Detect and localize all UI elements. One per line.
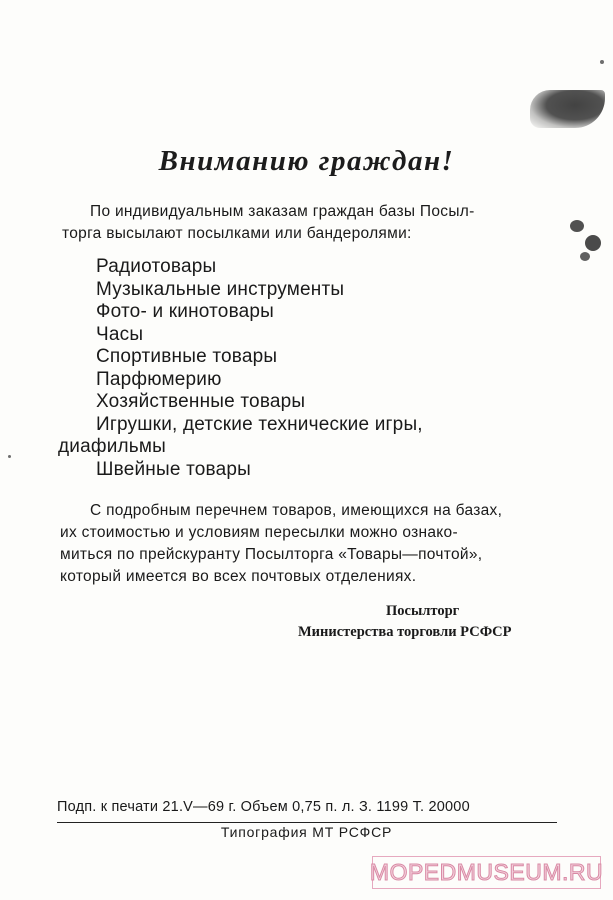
intro-paragraph: [62, 201, 567, 245]
details-paragraph: [60, 500, 565, 588]
goods-list: [58, 256, 568, 481]
goods-item: Швейные товары: [96, 458, 251, 480]
scan-speck: [600, 60, 604, 64]
site-watermark: MOPEDMUSEUM.RU: [372, 856, 601, 889]
goods-item: Радиотовары: [96, 256, 217, 277]
goods-item: Парфюмерию: [96, 368, 222, 390]
details-line: который имеется во всех почтовых отделениях.: [60, 568, 417, 585]
intro-line: По индивидуальным заказам граждан базы Посыл-: [90, 203, 475, 220]
signature-org: Посылторг: [386, 603, 460, 619]
imprint-line: Подп. к печати 21.V—69 г. Объем 0,75 п. л. З. 1199 Т. 20000: [57, 799, 470, 815]
details-line: С подробным перечнем товаров, имеющихся на базах,: [90, 502, 503, 519]
goods-item: Спортивные товары: [96, 346, 278, 367]
signature-ministry: Министерства торговли РСФСР: [298, 624, 512, 640]
scan-smudge: [530, 90, 605, 128]
scan-speck: [585, 235, 601, 251]
goods-item: Музыкальные инструменты: [96, 278, 345, 300]
page-title: Вниманию граждан!: [158, 145, 455, 177]
intro-line: торга высылают посылками или бандеролями:: [62, 225, 412, 242]
divider: [57, 822, 557, 823]
goods-item: Хозяйственные товары: [96, 391, 306, 412]
goods-item: Фото- и кинотовары: [96, 301, 275, 322]
details-line: их стоимостью и условиям пересылки можно ознако-: [60, 524, 458, 541]
scan-speck: [580, 252, 590, 261]
scan-speck: [570, 220, 584, 232]
goods-item: [58, 414, 568, 459]
details-line: миться по прейскуранту Посылторга «Товары—почтой»,: [60, 546, 483, 563]
printer-credit: Типография МТ РСФСР: [220, 824, 393, 840]
goods-item: Часы: [96, 323, 144, 345]
goods-item-text: Игрушки, детские технические игры,: [96, 413, 423, 435]
scan-speck: [8, 455, 11, 458]
goods-item-continuation: диафильмы: [58, 436, 167, 457]
